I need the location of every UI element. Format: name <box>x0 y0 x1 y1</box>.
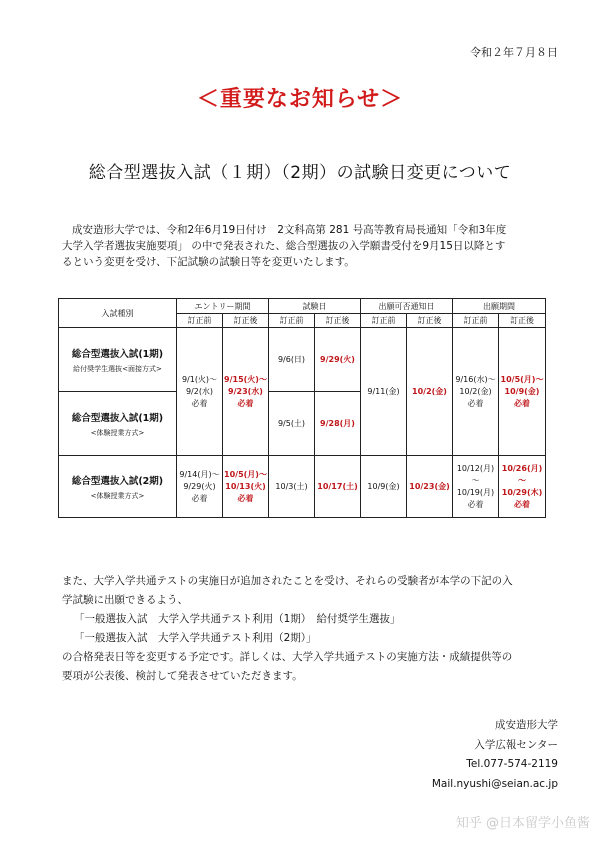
contact-block <box>432 716 558 794</box>
notice-line: 要項が公表後、検討して発表させていただきます。 <box>62 670 303 682</box>
contact-dept: 入学広報センター <box>474 738 558 751</box>
header-after: 訂正後 <box>499 314 546 328</box>
category-sub: <体験授業方式> <box>90 491 145 500</box>
category-cell <box>59 328 177 392</box>
period-before-cell: 9/16(水)～ 10/2(金) 必着 <box>453 328 499 456</box>
period-before-cell: 10/12(月)～ 10/19(月) 必着 <box>453 456 499 518</box>
header-after: 訂正後 <box>223 314 269 328</box>
exam-before-cell: 9/6(日) <box>269 328 315 392</box>
entry-after-cell: 10/5(月)～ 10/13(火) 必着 <box>223 456 269 518</box>
exam-after-cell: 9/28(月) <box>315 392 361 456</box>
category-cell <box>59 456 177 518</box>
header-apply-notice: 出願可否通知日 <box>361 299 453 314</box>
entry-before-cell: 9/1(火)～ 9/2(水) 必着 <box>177 328 223 456</box>
exam-after-cell: 9/29(火) <box>315 328 361 392</box>
category-name: 総合型選抜入試(1期) <box>71 348 164 360</box>
header-before: 訂正前 <box>177 314 223 328</box>
entry-after-cell: 9/15(火)～ 9/23(水) 必着 <box>223 328 269 456</box>
header-exam: 試験日 <box>269 299 361 314</box>
header-category: 入試種別 <box>59 299 177 328</box>
header-before: 訂正前 <box>269 314 315 328</box>
page-title: 総合型選抜入試（１期）（2期）の試験日変更について <box>88 163 512 183</box>
apply-after-cell: 10/23(金) <box>407 456 453 518</box>
header-entry: エントリー期間 <box>177 299 269 314</box>
notice-line: また、大学入学共通テストの実施日が追加されたことを受け、それらの受験者が本学の下記の入 <box>62 575 513 587</box>
exam-quote: 「一般選抜入試 大学入学共通テスト利用（1期） 給付奨学生選抜」 <box>74 613 401 625</box>
category-name: 総合型選抜入試(2期) <box>71 475 164 487</box>
category-name: 総合型選抜入試(1期) <box>71 412 164 424</box>
intro-line: 成安造形大学では、令和2年6月19日付け 2文科高第 281 号高等教育局長通知「令和3年度 <box>72 224 507 236</box>
category-sub: <体験授業方式> <box>90 428 145 437</box>
header-before: 訂正前 <box>453 314 499 328</box>
category-cell <box>59 392 177 456</box>
header-before: 訂正前 <box>361 314 407 328</box>
exam-after-cell: 10/17(土) <box>315 456 361 518</box>
intro-line: 大学入学者選抜実施要項」 の中で発表された、総合型選抜の入学願書受付を9月15日以降とす <box>62 240 506 252</box>
table-row <box>59 456 546 518</box>
notice-line: の合格発表日等を変更する予定です。詳しくは、大学入学共通テストの実施方法・成績提供等の <box>62 651 513 663</box>
contact-mail: Mail.nyushi@seian.ac.jp <box>431 777 558 790</box>
contact-org: 成安造形大学 <box>495 719 558 731</box>
period-after-cell: 10/5(月)～ 10/9(金) 必着 <box>499 328 546 456</box>
schedule-table <box>58 298 546 518</box>
header-after: 訂正後 <box>407 314 453 328</box>
contact-tel: Tel.077-574-2119 <box>466 758 558 770</box>
header-apply-period: 出願期間 <box>453 299 546 314</box>
notice-line: 学試験に出願できるよう、 <box>62 594 188 606</box>
exam-before-cell: 10/3(土) <box>269 456 315 518</box>
exam-before-cell: 9/5(土) <box>269 392 315 456</box>
table-row <box>59 328 546 392</box>
header-after: 訂正後 <box>315 314 361 328</box>
entry-before-cell: 9/14(月)～ 9/29(火) 必着 <box>177 456 223 518</box>
apply-after-cell: 10/2(金) <box>407 328 453 456</box>
apply-before-cell: 10/9(金) <box>361 456 407 518</box>
intro-paragraph <box>62 222 552 270</box>
period-after-cell: 10/26(月)～ 10/29(木) 必着 <box>499 456 546 518</box>
exam-quote: 「一般選抜入試 大学入学共通テスト利用（2期）」 <box>74 632 317 644</box>
document-date: 令和２年７月８日 <box>470 46 558 59</box>
notice-heading: ＜重要なお知らせ＞ <box>196 87 404 112</box>
category-sub: 給付奨学生選抜<面接方式> <box>73 364 162 373</box>
intro-line: るという変更を受け、下記試験の試験日等を変更いたします。 <box>62 256 355 268</box>
watermark: 知乎 @日本留学小鱼酱 <box>455 816 590 831</box>
apply-before-cell: 9/11(金) <box>361 328 407 456</box>
additional-notice <box>62 572 557 686</box>
